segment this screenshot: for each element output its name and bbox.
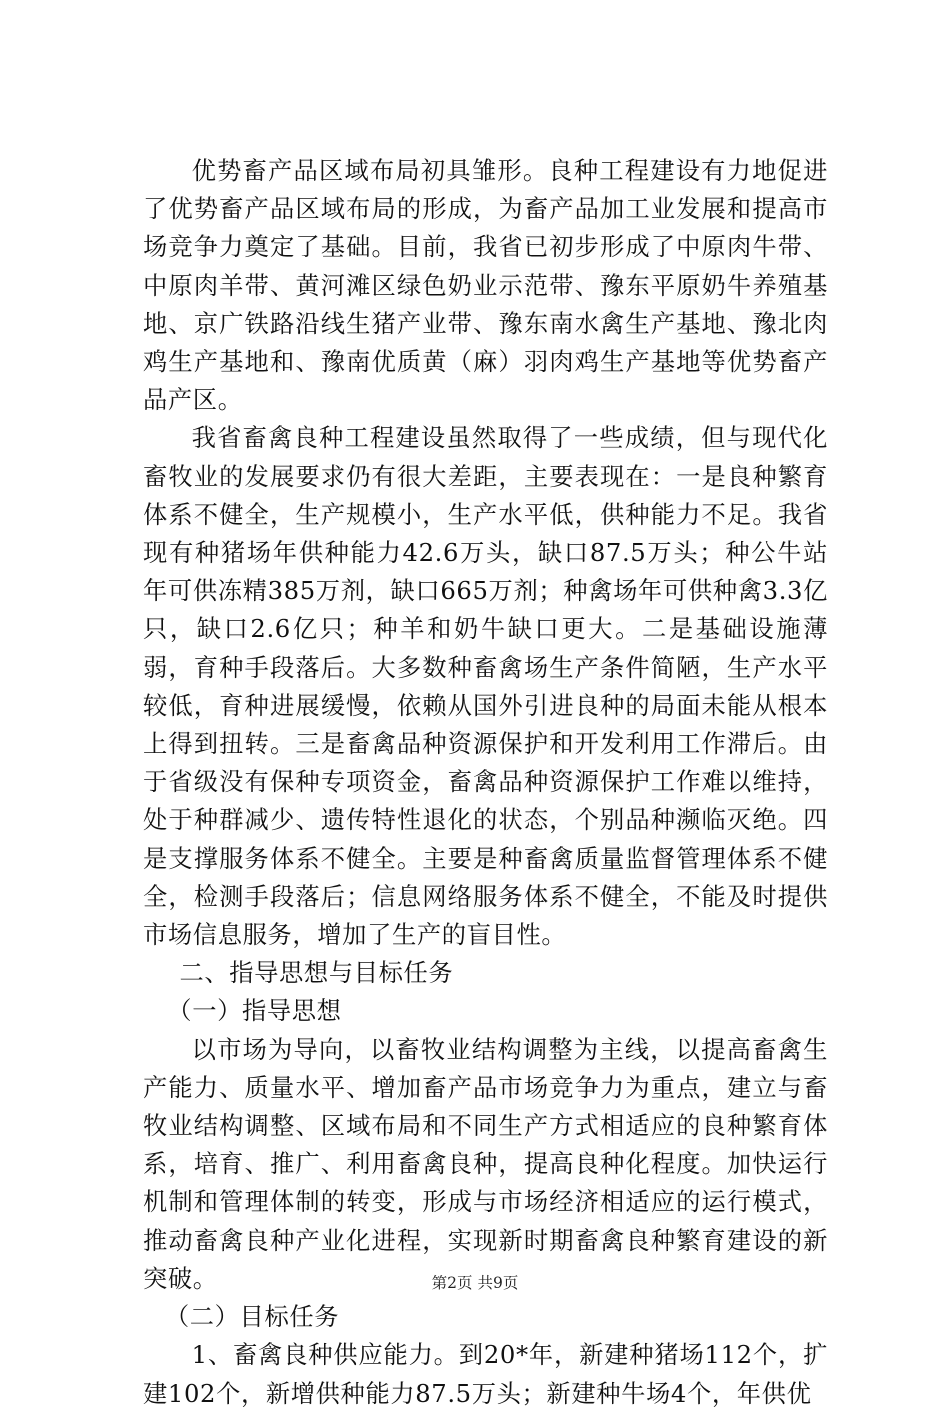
paragraph-guiding-ideology: 以市场为导向，以畜牧业结构调整为主线，以提高畜禽生产能力、质量水平、增加畜产品市场竞争力为重点，建立与畜牧业结构调整、区域布局和不同生产方式相适应的良种繁育体系，培育、推广、利用畜禽良种，提高良种化程度。加快运行机制和管理体制的转变，形成与市场经济相适应的运行模式，推动畜禽良种产业化进程，实现新时期畜禽良种繁育建设的新突破。 [143, 1034, 828, 1293]
subheading-guiding-ideology: （一）指导思想 [167, 996, 342, 1026]
subheading-goals: （二）目标任务 [164, 1302, 340, 1332]
paragraph-gaps: 我省畜禽良种工程建设虽然取得了一些成绩，但与现代化畜牧业的发展要求仍有很大差距，主要表现在：一是良种繁育体系不健全，生产规模小，生产水平低，供种能力不足。我省现有种猪场年供种能力42.6万头，缺口87.5万头；种公牛站年可供冻精385万剂，缺口665万剂；种禽场年可供种禽3.3亿只，缺口2.6亿只；种羊和奶牛缺口更大。二是基础设施薄弱，育种手段落后。大多数种畜禽场生产条件简陋，生产水平较低，育种进展缓慢，依赖从国外引进良种的局面未能从根本上得到扭转。三是畜禽品种资源保护和开发利用工作滞后。由于省级没有保种专项资金，畜禽品种资源保护工作难以维持，处于种群减少、遗传特性退化的状态，个别品种濒临灭绝。四是支撑服务体系不健全。主要是种畜禽质量监督管理体系不健全，检测手段落后；信息网络服务体系不健全，不能及时提供市场信息服务，增加了生产的盲目性。 [143, 423, 828, 950]
document-body [143, 152, 828, 1413]
page-number-footer: 第2页 共9页 [431, 1274, 519, 1292]
paragraph-supply-capacity: 1、畜禽良种供应能力。到20*年，新建种猪场112个，扩建102个，新增供种能力87.5万头；新建种牛场4个，年供优 [143, 1340, 828, 1408]
section-heading: 二、指导思想与目标任务 [179, 958, 454, 988]
paragraph-regional-layout: 优势畜产品区域布局初具雏形。良种工程建设有力地促进了优势畜产品区域布局的形成，为畜产品加工业发展和提高市场竞争力奠定了基础。目前，我省已初步形成了中原肉牛带、中原肉羊带、黄河滩区绿色奶业示范带、豫东平原奶牛养殖基地、京广铁路沿线生猪产业带、豫东南水禽生产基地、豫北肉鸡生产基地和、豫南优质黄（麻）羽肉鸡生产基地等优势畜产品产区。 [143, 156, 828, 415]
